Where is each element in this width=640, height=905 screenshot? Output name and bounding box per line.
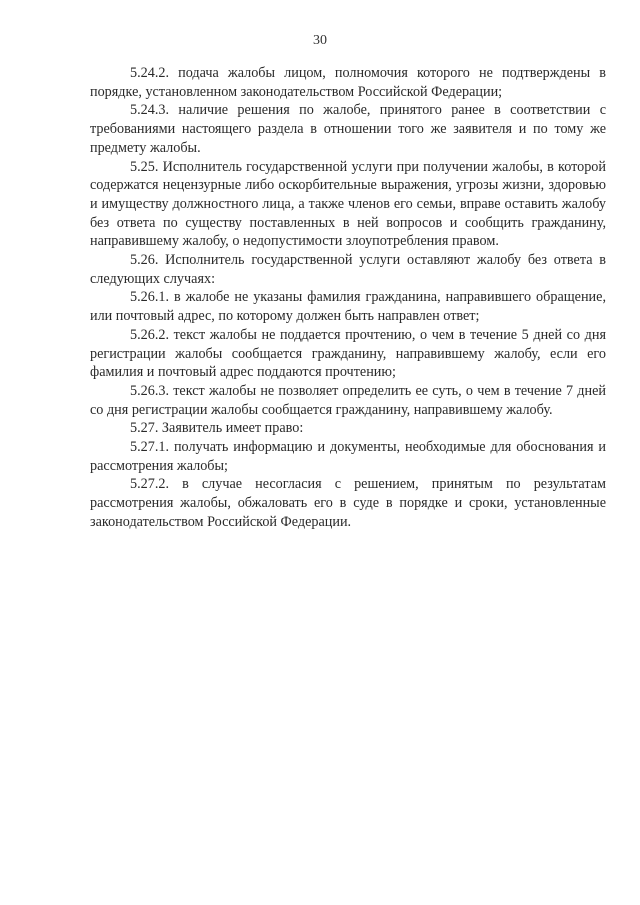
- page-number: 30: [313, 33, 327, 48]
- paragraph-5-27: 5.27. Заявитель имеет право:: [130, 420, 304, 437]
- document-body: [90, 64, 606, 532]
- paragraph-5-24-2: 5.24.2. подача жалобы лицом, полномочия которого не подтверждены в порядке, установленном законодательством Российской Федерации;: [90, 65, 606, 100]
- paragraph-5-26-1: 5.26.1. в жалобе не указаны фамилия гражданина, направившего обращение, или почтовый адрес, по которому должен быть направлен ответ;: [90, 289, 606, 325]
- paragraph-5-27-2: 5.27.2. в случае несогласия с решением, принятым по результатам рассмотрения жалобы, обжаловать его в суде в порядке и сроки, установленные законодательством Российской Федерации.: [90, 476, 606, 530]
- paragraph-5-24-3: 5.24.3. наличие решения по жалобе, принятого ранее в соответствии с требованиями настоящего раздела в отношении того же заявителя и по тому же предмету жалобы.: [90, 102, 606, 156]
- paragraph-5-26-3: 5.26.3. текст жалобы не позволяет определить ее суть, о чем в течение 7 дней со дня регистрации жалобы сообщается гражданину, направившему жалобу.: [90, 382, 606, 418]
- paragraph-5-26: 5.26. Исполнитель государственной услуги оставляют жалобу без ответа в следующих случаях:: [90, 252, 606, 287]
- paragraph-5-27-1: 5.27.1. получать информацию и документы, необходимые для обоснования и рассмотрения жалобы;: [90, 439, 606, 474]
- paragraph-5-26-2: 5.26.2. текст жалобы не поддается прочтению, о чем в течение 5 дней со дня регистрации жалобы сообщается гражданину, направившему жалобу, если его фамилия и почтовый адрес поддаются прочтению;: [90, 326, 606, 381]
- paragraph-5-25: 5.25. Исполнитель государственной услуги при получении жалобы, в которой содержатся нецензурные либо оскорбительные выражения, угрозы жизни, здоровью и имуществу должностного лица, а также членов его семьи, вправе оставить жалобу без ответа по существу поставленных в ней вопросов и сообщить гражданину, направившему жалобу, о недопустимости злоупотребления правом.: [90, 158, 606, 250]
